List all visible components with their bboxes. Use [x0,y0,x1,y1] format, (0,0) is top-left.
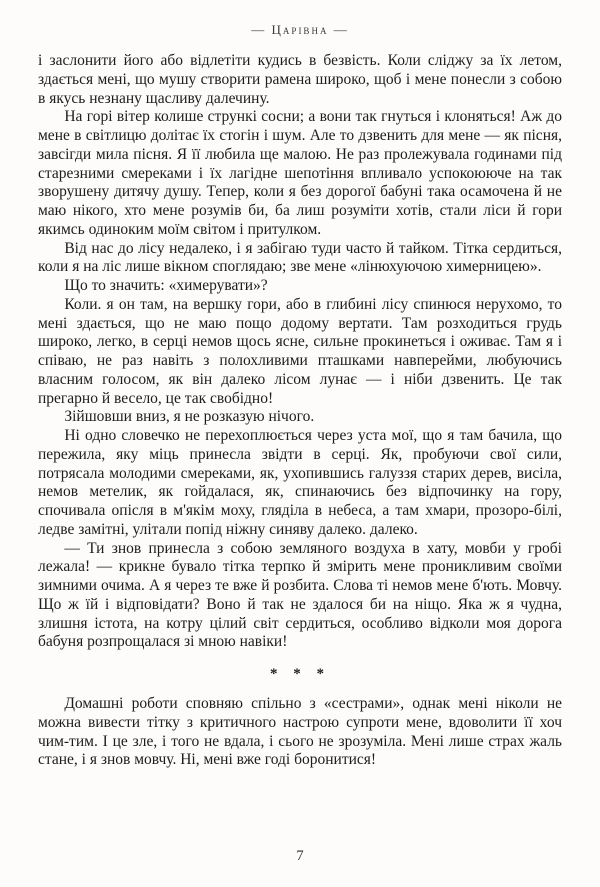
running-header-title: — Царівна — [251,22,349,37]
page-number: 7 [296,848,304,864]
paragraph: На горі вітер колише стрункі сосни; а вони так гнуться і клоняться! Аж до мене в світлицю долітає їх стогін і шум. Але то дзвенить для мене — як пісня, завсігди мила пісня. Я її любила ще малою. Не раз пролежувала годинами під старезними смереками і їх лагідне шепотіння впливало успокоююче на так зворушену дитячу душу. Тепер, коли я без дорогої бабуні така осамочена й не маю нікого, хто мене розумів би, ба лиш розуміти хотів, стали ліси й гори якимсь одиноким моїм світом і притулком. [38,108,562,238]
paragraph: Зійшовши вниз, я не розказую нічого. [64,408,315,426]
paragraph: Домашні роботи сповняю спільно з «сестрами», однак мені ніколи не можна вивести тітку з критичного настрою супроти мене, вдоволити її хоч чим-тим. І це зле, і того не вдала, і сього не зрозуміла. Мені лише страх жаль стане, і я знов мовчу. Ні, мені вже годі боронитися! [38,695,562,769]
running-header [38,18,562,52]
section-separator: * * * [270,666,330,682]
page-footer [38,838,562,865]
paragraph: Від нас до лісу недалеко, і я забігаю туди часто й тайком. Тітка сердиться, коли я на ліс лише вікном споглядаю; зве мене «лінюхуючою химерницею». [38,239,562,276]
page-body [38,52,562,838]
paragraph: Що то значить: «химерувати»? [64,277,268,294]
paragraph: — Ти знов принесла з собою земляного воздуха в хату, мовби у гробі лежала! — крикне бувало тітка терпко й змірить мене проникливим своїми зимними очима. А я через те вже й розбита. Слова ті немов мене б'ють. Мовчу. Що ж їй і відповідати? Воно й так не здалося би на ніщо. Яка ж я чудна, злишня істота, на котру цілий світ сердиться, особливо відколи моя дорога бабуня розпрощалася зі мною навіки! [38,539,562,651]
paragraph: і заслонити його або відлетіти кудись в безвість. Коли сліджу за їх летом, здається мені, що мушу створити рамена широко, щоб і мене понесли з собою в якусь незнану щасливу далечину. [38,52,562,107]
paragraph: Ні одно словечко не перехоплюється через уста мої, що я там бачила, що пережила, яку міць принесла звідти в серці. Як, пробуючи свої сили, потрясала молодими смереками, як, ухопившись галуззя старих дерев, висіла, немов метелик, як гойдалася, як, спинаючись без відпочинку на гору, спочивала опісля в м'якім моху, гляділа в небеса, а там хмари, прозоро-білі, ледве замітні, улітали попід ніжну синяву далеко. далеко. [38,427,562,538]
paragraph: Коли. я он там, на вершку гори, або в глибині лісу спинюся нерухомо, то мені здається, що не маю пощо додому вертати. Там розходиться грудь широко, легко, в серці немов щось ясне, сильне прокинеться і оживає. Там я і співаю, не раз навіть з полохливими пташками навперейми, любуючись власним голосом, як він далеко лісом лунає — і ніби дзвенить. Це так прегарно й весело, це так свобідно! [38,295,562,407]
